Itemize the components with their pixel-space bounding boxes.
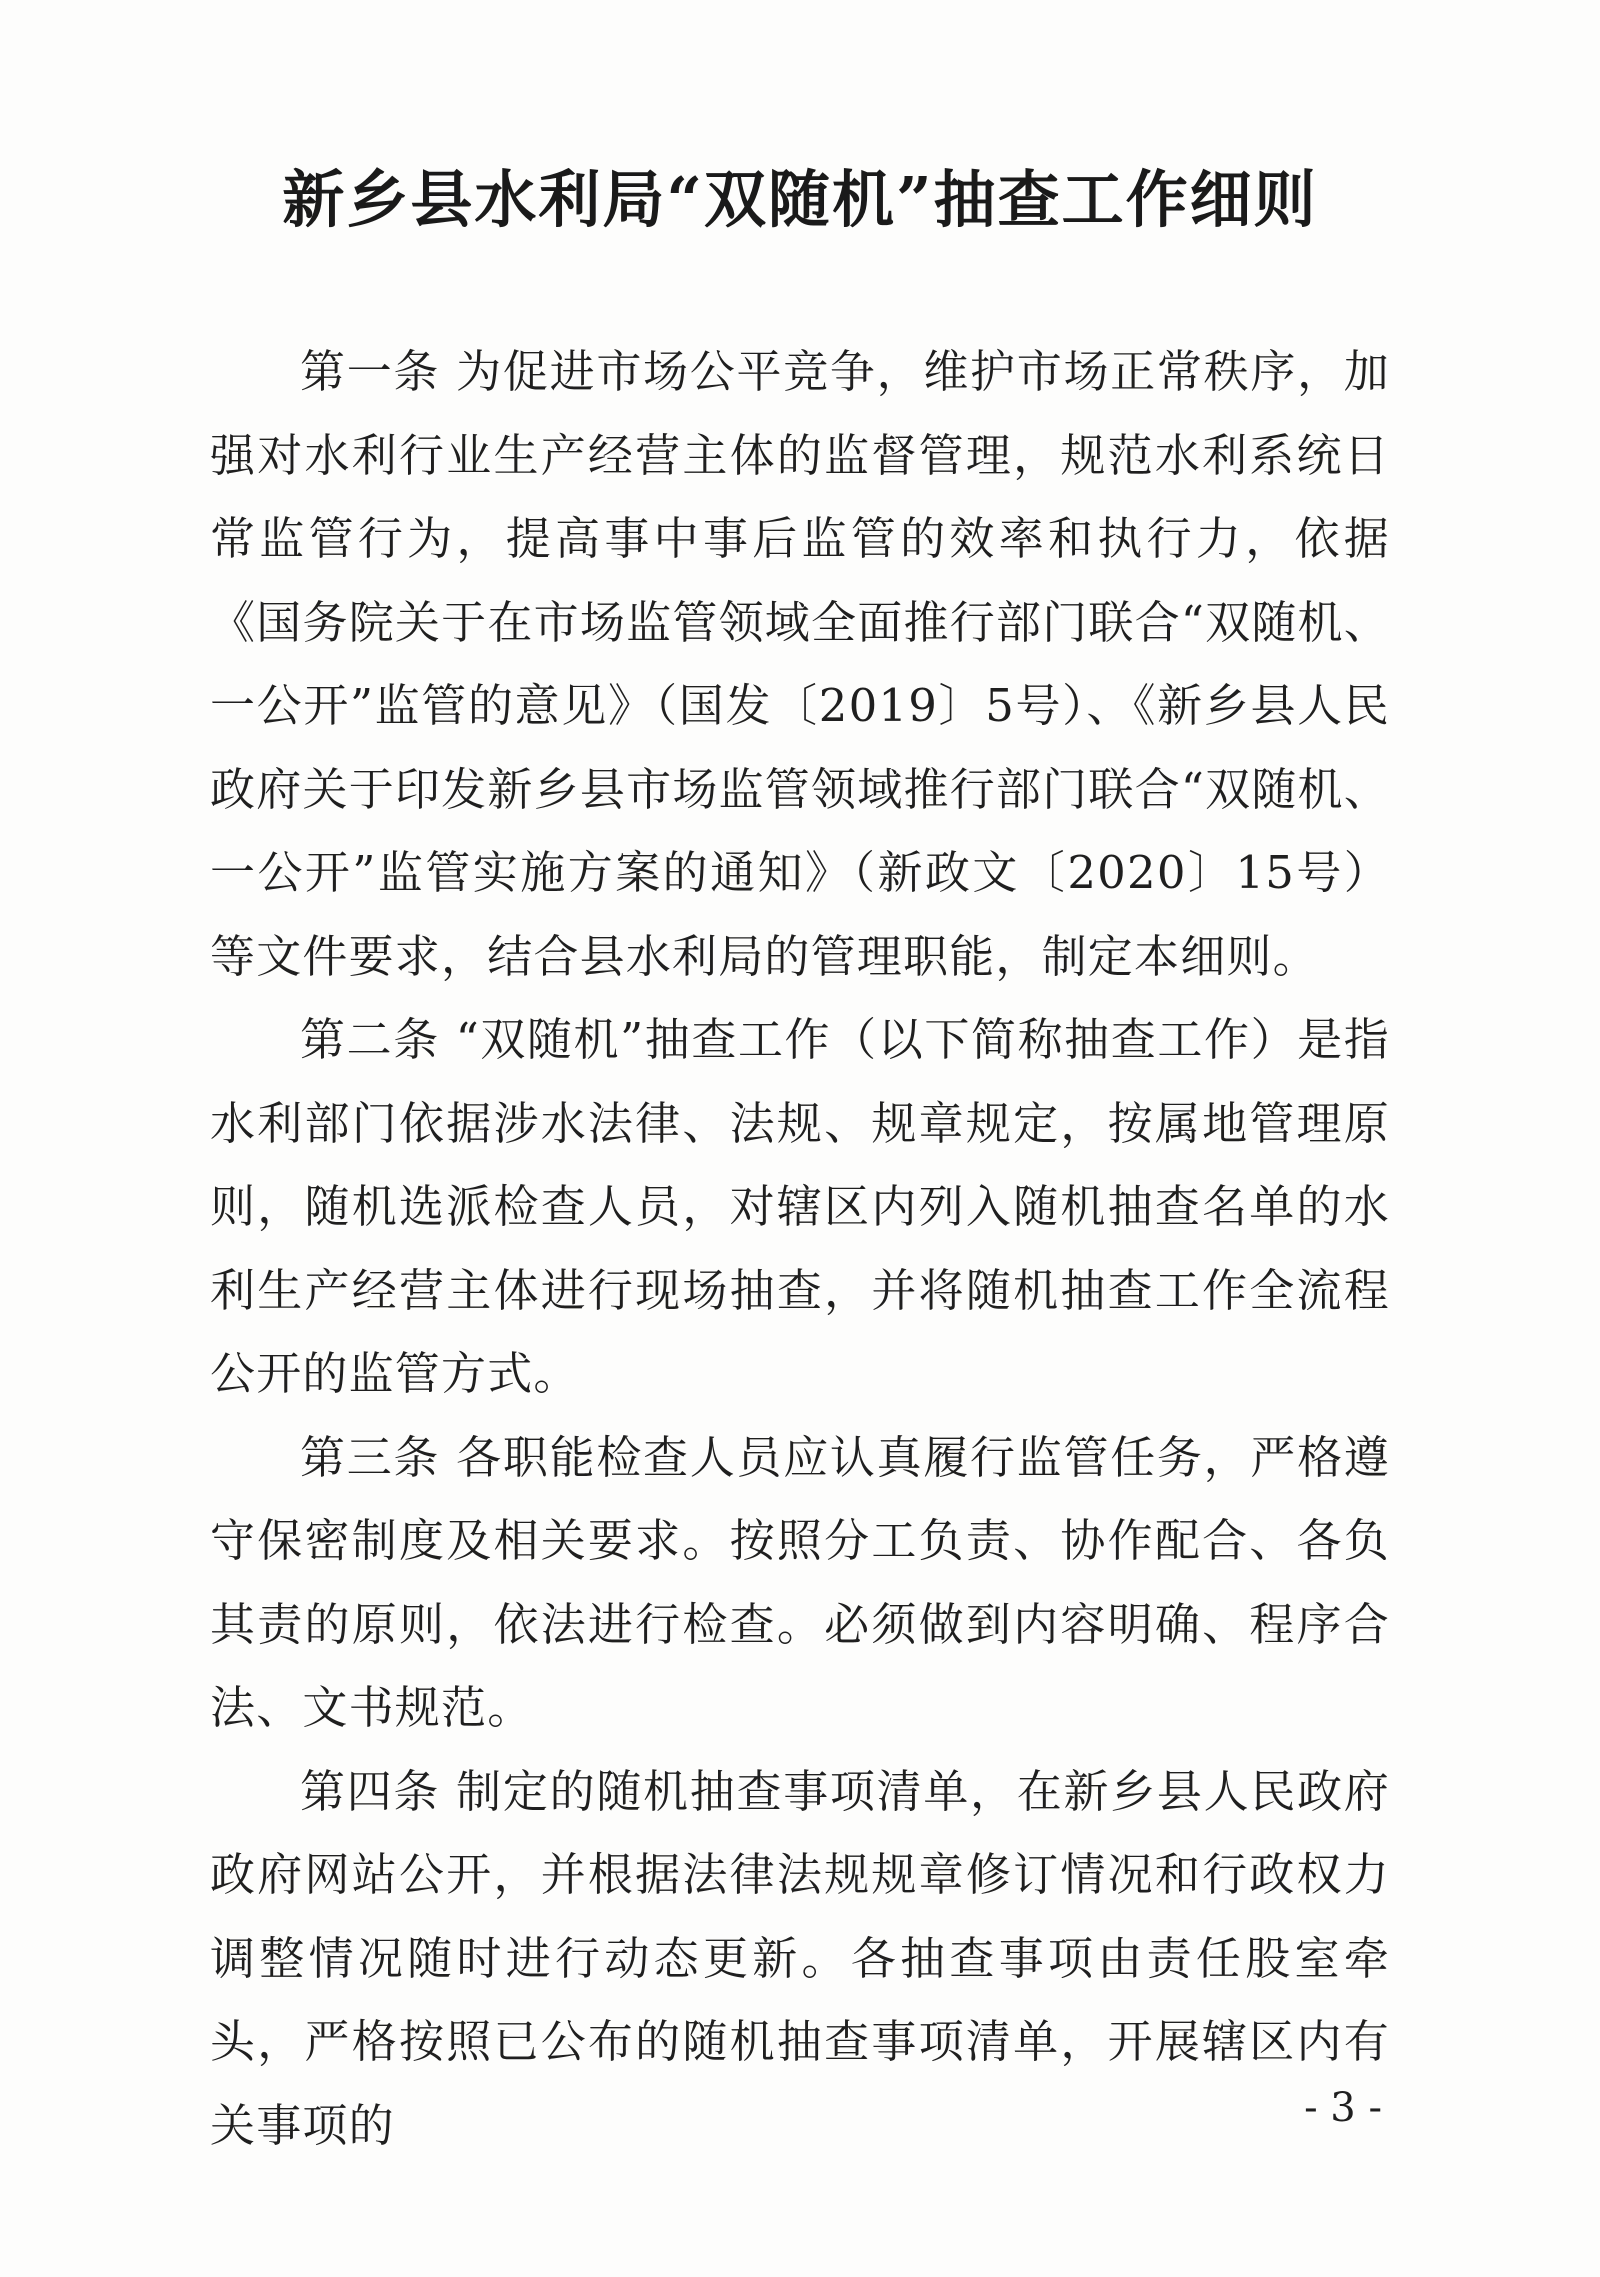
page-number: - 3 - (1304, 2085, 1382, 2131)
article-3-paragraph: 第三条 各职能检查人员应认真履行监管任务，严格遵守保密制度及相关要求。按照分工负责、协作配合、各负其责的原则，依法进行检查。必须做到内容明确、程序合法、文书规范。 (210, 1430, 1390, 1734)
article-1-paragraph: 第一条 为促进市场公平竞争，维护市场正常秩序，加强对水利行业生产经营主体的监督管理，规范水利系统日常监管行为，提高事中事后监管的效率和执行力，依据《国务院关于在市场监管领域全面推行部门联合“双随机、一公开”监管的意见》（国发〔2019〕5号）、《新乡县人民政府关于印发新乡县市场监管领域推行部门联合“双随机、一公开”监管实施方案的通知》（新政文〔2020〕15号）等文件要求，结合县水利局的管理职能，制定本细则。 (210, 345, 1390, 983)
document-body (210, 330, 1390, 2167)
document-title: 新乡县水利局“双随机”抽查工作细则 (282, 163, 1318, 236)
article-4-paragraph: 第四条 制定的随机抽查事项清单，在新乡县人民政府政府网站公开，并根据法律法规规章修订情况和行政权力调整情况随时进行动态更新。各抽查事项由责任股室牵头，严格按照已公布的随机抽查事项清单，开展辖区内有关事项的 (210, 1764, 1390, 2152)
article-2-paragraph: 第二条 “双随机”抽查工作（以下简称抽查工作）是指水利部门依据涉水法律、法规、规章规定，按属地管理原则，随机选派检查人员，对辖区内列入随机抽查名单的水利生产经营主体进行现场抽查，并将随机抽查工作全流程公开的监管方式。 (210, 1013, 1390, 1400)
